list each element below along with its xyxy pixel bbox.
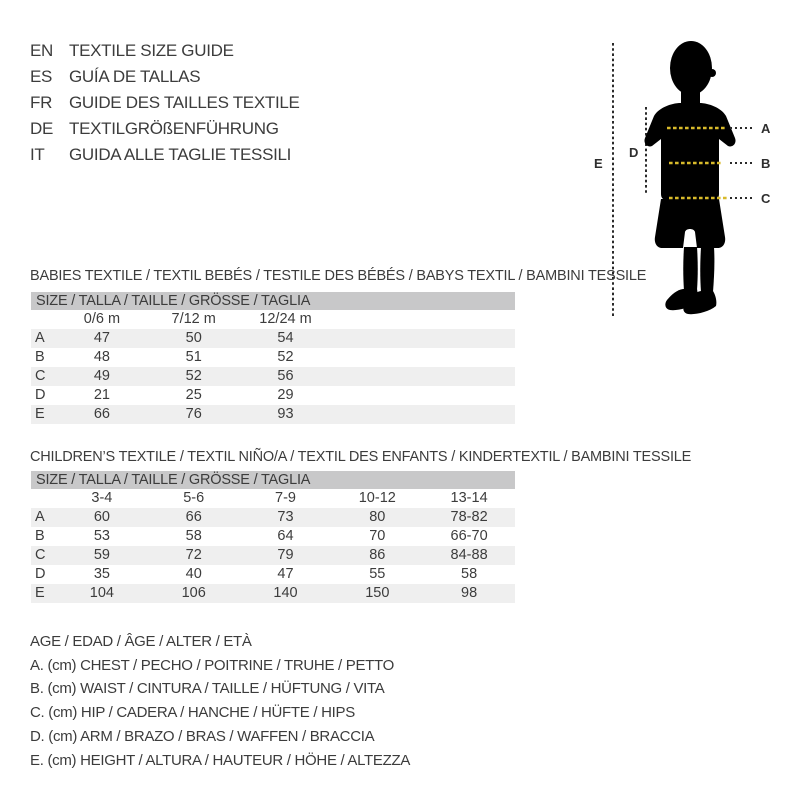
row-label: A	[35, 330, 45, 346]
measure-label-E: E	[594, 156, 603, 171]
babies-column-header-row	[31, 310, 515, 329]
table-cell: 25	[185, 387, 202, 403]
table-cell: 140	[273, 585, 298, 601]
table-cell: 51	[185, 349, 202, 365]
table-cell: 66	[93, 406, 110, 422]
row-label: C	[35, 368, 46, 384]
table-cell: 52	[277, 349, 294, 365]
table-row	[31, 367, 515, 386]
legend-arm-line: D. (cm) ARM / BRAZO / BRAS / WAFFEN / BRACCIA	[30, 727, 375, 745]
table-cell: 52	[185, 368, 202, 384]
table-row	[31, 386, 515, 405]
table-cell	[423, 348, 515, 367]
child-silhouette	[644, 41, 735, 314]
table-row	[31, 348, 515, 367]
row-label: B	[35, 528, 45, 544]
row-label: C	[35, 547, 46, 563]
table-cell: 54	[277, 330, 294, 346]
babies-size-bar: SIZE / TALLA / TAILLE / GRÖSSE / TAGLIA	[31, 292, 515, 310]
table-cell	[331, 329, 423, 348]
children-section-heading: CHILDREN’S TEXTILE / TEXTIL NIÑO/A / TEXTIL DES ENFANTS / KINDERTEXTIL / BAMBINI TESSILE	[30, 449, 692, 465]
legend-chest-line: A. (cm) CHEST / PECHO / POITRINE / TRUHE / PETTO	[30, 656, 394, 674]
language-row-it	[30, 142, 300, 168]
language-row-en	[30, 38, 300, 64]
legend-waist-line: B. (cm) WAIST / CINTURA / TAILLE / HÜFTUNG / VITA	[30, 680, 385, 698]
table-cell: 47	[93, 330, 110, 346]
table-cell: 21	[93, 387, 110, 403]
children-size-bar: SIZE / TALLA / TAILLE / GRÖSSE / TAGLIA	[31, 471, 515, 489]
table-row	[31, 527, 515, 546]
table-cell	[423, 329, 515, 348]
table-cell: 78-82	[450, 509, 488, 525]
table-cell	[331, 348, 423, 367]
table-cell	[331, 405, 423, 424]
table-cell	[331, 386, 423, 405]
language-code: IT	[30, 145, 45, 164]
table-cell: 84-88	[450, 547, 488, 563]
table-row	[31, 546, 515, 565]
legend-age-line: AGE / EDAD / ÂGE / ALTER / ETÀ	[30, 633, 252, 650]
table-cell: 150	[365, 585, 390, 601]
table-cell: 98	[461, 585, 478, 601]
table-cell: 64	[277, 528, 294, 544]
measure-label-B: B	[761, 156, 771, 171]
table-cell	[423, 405, 515, 424]
table-cell: 55	[369, 566, 386, 582]
table-cell: 70	[369, 528, 386, 544]
row-label: D	[35, 387, 46, 403]
language-code: EN	[30, 41, 54, 60]
language-row-de	[30, 116, 300, 142]
table-cell: 59	[93, 547, 110, 563]
table-cell	[423, 386, 515, 405]
table-cell: 58	[185, 528, 202, 544]
table-cell: 106	[181, 585, 206, 601]
measure-label-C: C	[761, 191, 771, 206]
table-cell: 29	[277, 387, 294, 403]
babies-size-table	[31, 292, 515, 424]
guide-title-fr: GUIDE DES TAILLES TEXTILE	[69, 93, 300, 112]
language-title-list	[30, 38, 300, 168]
table-cell: 35	[93, 566, 110, 582]
children-size-table	[31, 471, 515, 603]
children-column-header-row	[31, 489, 515, 508]
column-header: 7-9	[275, 490, 296, 506]
row-label: E	[35, 406, 45, 422]
table-cell: 80	[369, 509, 386, 525]
legend-height-line: E. (cm) HEIGHT / ALTURA / HAUTEUR / HÖHE / ALTEZZA	[30, 751, 411, 769]
column-header: 7/12 m	[171, 311, 216, 327]
language-row-es	[30, 64, 300, 90]
table-cell: 66	[185, 509, 202, 525]
table-cell	[31, 310, 56, 329]
babies-section-heading: BABIES TEXTILE / TEXTIL BEBÉS / TESTILE DES BÉBÉS / BABYS TEXTIL / BAMBINI TESSILE	[30, 268, 647, 284]
language-code: FR	[30, 93, 53, 112]
row-label: D	[35, 566, 46, 582]
guide-title-es: GUÍA DE TALLAS	[69, 67, 201, 86]
legend-hip-line: C. (cm) HIP / CADERA / HANCHE / HÜFTE / HIPS	[30, 704, 355, 722]
guide-title-en: TEXTILE SIZE GUIDE	[69, 41, 234, 60]
column-header: 3-4	[91, 490, 113, 506]
table-cell: 50	[185, 330, 202, 346]
table-cell: 53	[93, 528, 110, 544]
table-cell: 49	[93, 368, 110, 384]
language-code: DE	[30, 119, 54, 138]
table-cell	[331, 310, 423, 329]
table-cell: 48	[93, 349, 110, 365]
language-code: ES	[30, 67, 53, 86]
table-cell: 58	[461, 566, 478, 582]
language-row-fr	[30, 90, 300, 116]
row-label: B	[35, 349, 45, 365]
table-cell: 104	[89, 585, 114, 601]
table-cell: 72	[185, 547, 202, 563]
table-cell: 47	[277, 566, 294, 582]
column-header: 13-14	[450, 490, 488, 506]
table-cell: 76	[185, 406, 202, 422]
table-cell: 60	[93, 509, 110, 525]
measure-label-A: A	[761, 121, 771, 136]
table-cell	[31, 489, 56, 508]
table-cell	[331, 367, 423, 386]
measurement-legend	[30, 630, 410, 772]
measure-label-D: D	[629, 145, 639, 160]
column-header: 0/6 m	[83, 311, 121, 327]
table-cell: 79	[277, 547, 294, 563]
table-cell: 56	[277, 368, 294, 384]
table-cell	[423, 367, 515, 386]
table-cell: 73	[277, 509, 294, 525]
table-row	[31, 329, 515, 348]
guide-title-de: TEXTILGRÖßENFÜHRUNG	[69, 119, 279, 138]
table-cell	[423, 310, 515, 329]
table-row	[31, 405, 515, 424]
table-row	[31, 584, 515, 603]
column-header: 12/24 m	[259, 311, 312, 327]
table-row	[31, 565, 515, 584]
table-cell: 66-70	[450, 528, 488, 544]
guide-title-it: GUIDA ALLE TAGLIE TESSILI	[69, 145, 292, 164]
table-cell: 40	[185, 566, 202, 582]
table-cell: 93	[277, 406, 294, 422]
column-header: 10-12	[358, 490, 396, 506]
row-label: E	[35, 585, 45, 601]
table-row	[31, 508, 515, 527]
table-cell: 86	[369, 547, 386, 563]
column-header: 5-6	[183, 490, 205, 506]
row-label: A	[35, 509, 45, 525]
